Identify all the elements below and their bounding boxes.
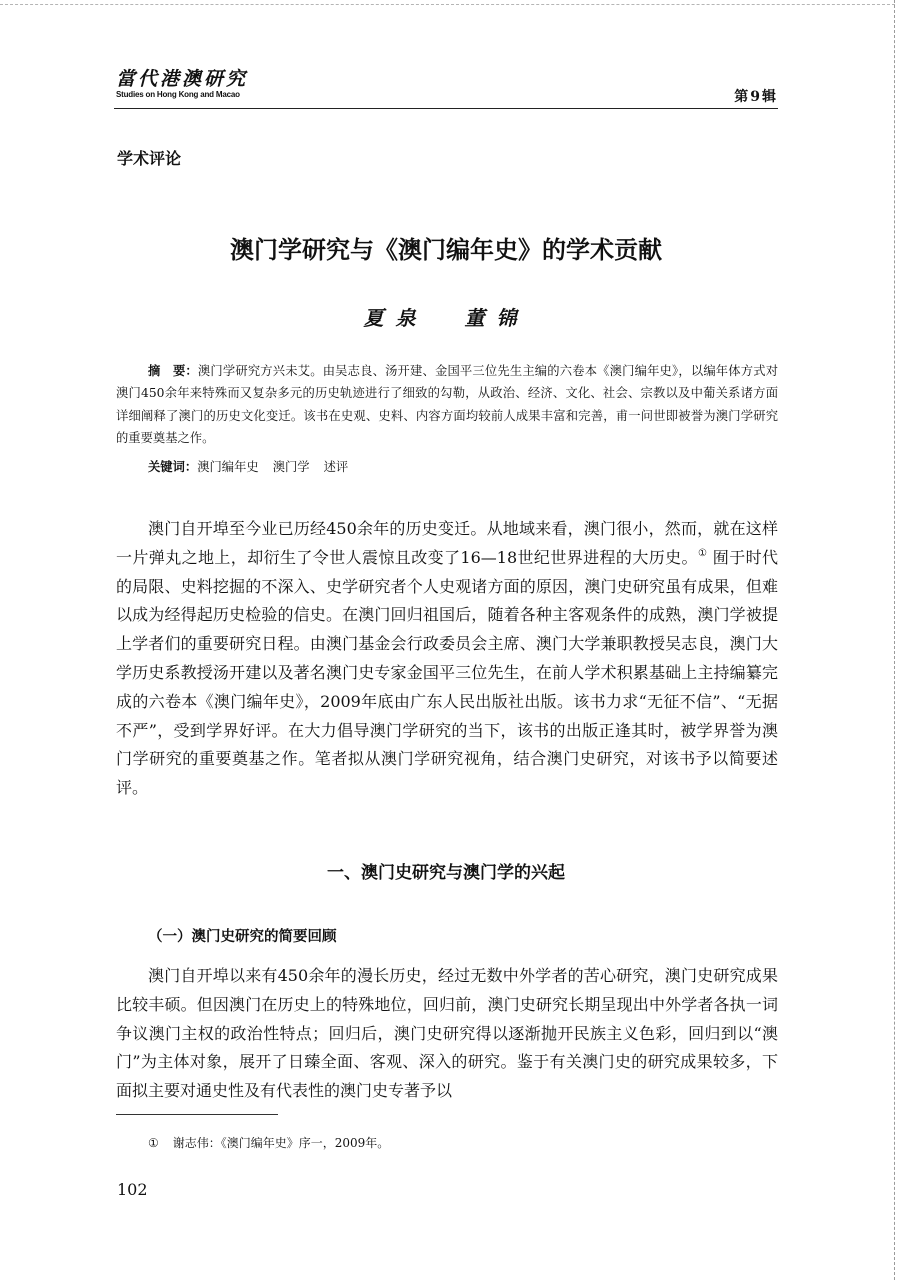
abstract-label: 摘 要：: [148, 364, 198, 378]
journal-title: 當代港澳研究: [116, 68, 249, 90]
abstract: [116, 360, 778, 450]
scan-top-edge: [0, 4, 895, 5]
journal-subtitle: Studies on Hong Kong and Macao: [116, 90, 240, 99]
abstract-text: 澳门学研究方兴未艾。由吴志良、汤开建、金国平三位先生主编的六卷本《澳门编年史》，以编年体方式对澳门450余年来特殊而又复杂多元的历史轨迹进行了细致的勾勒，从政治、经济、文化、社会、宗教以及中葡关系诸方面详细阐释了澳门的历史文化变迁。该书在史观、史料、内容方面均较前人成果丰富和完善，甫一问世即被誉为澳门学研究的重要奠基之作。: [116, 364, 778, 446]
article-authors: 夏泉 董锦: [363, 306, 529, 330]
issue-number: 第9辑: [734, 89, 778, 105]
paragraph-text: 澳门自开埠至今业已历经450余年的历史变迁。从地域来看，澳门很小，然而，就在这样一片弹丸之地上，却衍生了令世人震惊且改变了16—18世纪世界进程的大历史。: [116, 519, 778, 567]
footnote: [148, 1134, 389, 1151]
paragraph-text: 囿于时代的局限、史料挖掘的不深入、史学研究者个人史观诸方面的原因，澳门史研究虽有成果，但难以成为经得起历史检验的信史。在澳门回归祖国后，随着各种主客观条件的成熟，澳门学被提上学者们的重要研究日程。由澳门基金会行政委员会主席、澳门大学兼职教授吴志良，澳门大学历史系教授汤开建以及著名澳门史专家金国平三位先生，在前人学术积累基础上主持编纂完成的六卷本《澳门编年史》，2009年底由广东人民出版社出版。该书力求“无征不信”、“无据不严”，受到学界好评。在大力倡导澳门学研究的当下，该书的出版正逢其时，被学界誉为澳门学研究的重要奠基之作。笔者拟从澳门学研究视角，结合澳门史研究，对该书予以简要述评。: [116, 547, 778, 798]
section-label: 学术评论: [117, 149, 182, 168]
page-number: 102: [117, 1180, 148, 1199]
article-title: 澳门学研究与《澳门编年史》的学术贡献: [230, 236, 662, 264]
keyword: 澳门学: [272, 460, 310, 474]
keywords-label: 关键词：: [148, 460, 198, 474]
subsection-heading: （一）澳门史研究的简要回顾: [148, 929, 337, 945]
keyword: 澳门编年史: [197, 460, 259, 474]
section-heading: 一、澳门史研究与澳门学的兴起: [327, 863, 565, 883]
scan-right-edge: [894, 0, 895, 1280]
footnote-reference[interactable]: ①: [697, 547, 708, 559]
keyword: 述评: [323, 460, 349, 474]
header-rule: [114, 108, 778, 109]
footnote-text: 谢志伟：《澳门编年史》序一，2009年。: [172, 1136, 390, 1150]
keywords: [148, 456, 362, 478]
body-paragraph-2: 澳门自开埠以来有450余年的漫长历史，经过无数中外学者的苦心研究，澳门史研究成果比较丰硕。但因澳门在历史上的特殊地位，回归前，澳门史研究长期呈现出中外学者各执一词争议澳门主权的政治性特点；回归后，澳门史研究得以逐渐抛开民族主义色彩，回归到以“澳门”为主体对象，展开了日臻全面、客观、深入的研究。鉴于有关澳门史的研究成果较多，下面拟主要对通史性及有代表性的澳门史专著予以: [116, 966, 778, 1101]
footnote-rule: [116, 1114, 278, 1115]
footnote-mark: ①: [148, 1136, 159, 1150]
body-paragraph-1: [116, 515, 778, 803]
